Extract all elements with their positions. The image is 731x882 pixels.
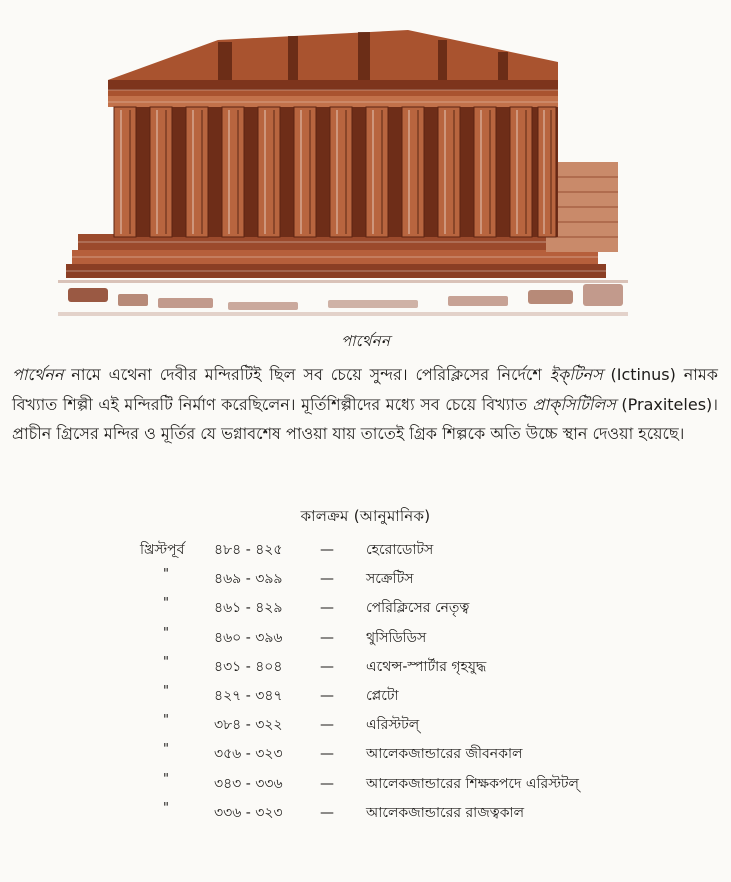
dash-separator: — xyxy=(320,804,334,821)
paragraph-text-3: (Praxiteles)। প্রাচীন গ্রিসের মন্দির ও মূর্তির যে ভগ্নাবশেষ পাওয়া যায় তাতেই গ্রিক শিল্পকে অতি উচ্চে স্থান দেওয়া হয়েছে। xyxy=(12,394,718,443)
description-paragraph xyxy=(12,360,718,449)
year-range: ৪৬১ - ৪২৯ xyxy=(214,600,283,617)
entablature xyxy=(108,30,558,107)
event-label: এরিস্টটল্‌ xyxy=(366,717,420,734)
chronology-title: কালক্রম (আনুমানিক) xyxy=(300,507,431,525)
dash-separator: — xyxy=(320,542,334,558)
era-label: খ্রিস্টপূর্ব xyxy=(140,542,185,558)
chronology-row xyxy=(0,594,731,623)
ditto-mark: " xyxy=(163,683,169,699)
chronology-row xyxy=(0,653,731,682)
year-range: ৪৬০ - ৩৯৬ xyxy=(214,629,283,646)
dash-separator: — xyxy=(320,687,334,704)
temple-steps xyxy=(66,234,606,278)
chronology-row xyxy=(0,624,731,653)
chronology-row xyxy=(0,682,731,711)
chronology-row xyxy=(0,536,731,565)
ditto-mark: " xyxy=(163,567,169,583)
chronology-row xyxy=(0,565,731,594)
term-ictinus: ইক্‌টিনস xyxy=(549,365,603,384)
year-range: ৪৮৪ - ৪২৫ xyxy=(214,542,283,558)
dash-separator: — xyxy=(320,571,334,588)
year-range: ৪৩১ - ৪০৪ xyxy=(214,658,283,675)
ditto-mark: " xyxy=(163,742,169,758)
year-range: ৩৩৬ - ৩২৩ xyxy=(214,804,283,821)
ground-rubble xyxy=(58,280,628,316)
ditto-mark: " xyxy=(163,625,169,641)
chronology-row xyxy=(0,740,731,769)
chronology-row xyxy=(0,711,731,740)
year-range: ৪২৭ - ৩৪৭ xyxy=(214,687,283,704)
year-range: ৩৫৬ - ৩২৩ xyxy=(214,746,283,763)
paragraph-text-1: নামে এথেনা দেবীর মন্দিরটিই ছিল সব চেয়ে সুন্দর। পেরিক্লিসের নির্দেশে xyxy=(63,365,550,384)
term-parthenon: পার্থেনন xyxy=(12,365,64,384)
event-label: হেরোডোটস xyxy=(366,542,434,558)
event-label: আলেকজান্ডারের শিক্ষকপদে এরিস্টটল্‌ xyxy=(366,775,579,792)
event-label: এথেন্স-স্পার্টার গৃহযুদ্ধ xyxy=(366,658,487,675)
term-praxiteles: প্রাক্‌সিটিলিস xyxy=(532,394,616,414)
event-label: সক্রেটিস xyxy=(366,571,414,588)
event-label: পেরিক্লিসের নেতৃত্ব xyxy=(366,600,470,617)
event-label: প্লেটো xyxy=(366,687,399,704)
parthenon-illustration xyxy=(58,12,628,324)
dash-separator: — xyxy=(320,629,334,646)
ditto-mark: " xyxy=(163,771,169,787)
year-range: ৩৪৩ - ৩৩৬ xyxy=(214,775,283,792)
year-range: ৩৮৪ - ৩২২ xyxy=(214,717,283,734)
paragraph-text-2: (Ictinus) নামক বিখ্যাত শিল্পী এই মন্দিরটি নির্মাণ করেছিলেন। মূর্তিশিল্পীদের মধ্যে সব চেয়ে বিখ্যাত xyxy=(12,365,719,414)
ditto-mark: " xyxy=(163,654,169,670)
dash-separator: — xyxy=(320,717,334,734)
event-label: আলেকজান্ডারের রাজত্বকাল xyxy=(366,804,525,821)
illustration-caption: পার্থেনন xyxy=(341,332,390,350)
event-label: থুসিডিডিস xyxy=(366,629,427,646)
chronology-row xyxy=(0,770,731,799)
ditto-mark: " xyxy=(163,596,169,612)
year-range: ৪৬৯ - ৩৯৯ xyxy=(214,571,283,588)
chronology-row xyxy=(0,799,731,828)
event-label: আলেকজান্ডারের জীবনকাল xyxy=(366,746,523,763)
dash-separator: — xyxy=(320,746,334,763)
ditto-mark: " xyxy=(163,713,169,729)
dash-separator: — xyxy=(320,775,334,792)
chronology-table xyxy=(0,536,731,828)
dash-separator: — xyxy=(320,658,334,675)
dash-separator: — xyxy=(320,600,334,617)
ditto-mark: " xyxy=(163,800,169,816)
